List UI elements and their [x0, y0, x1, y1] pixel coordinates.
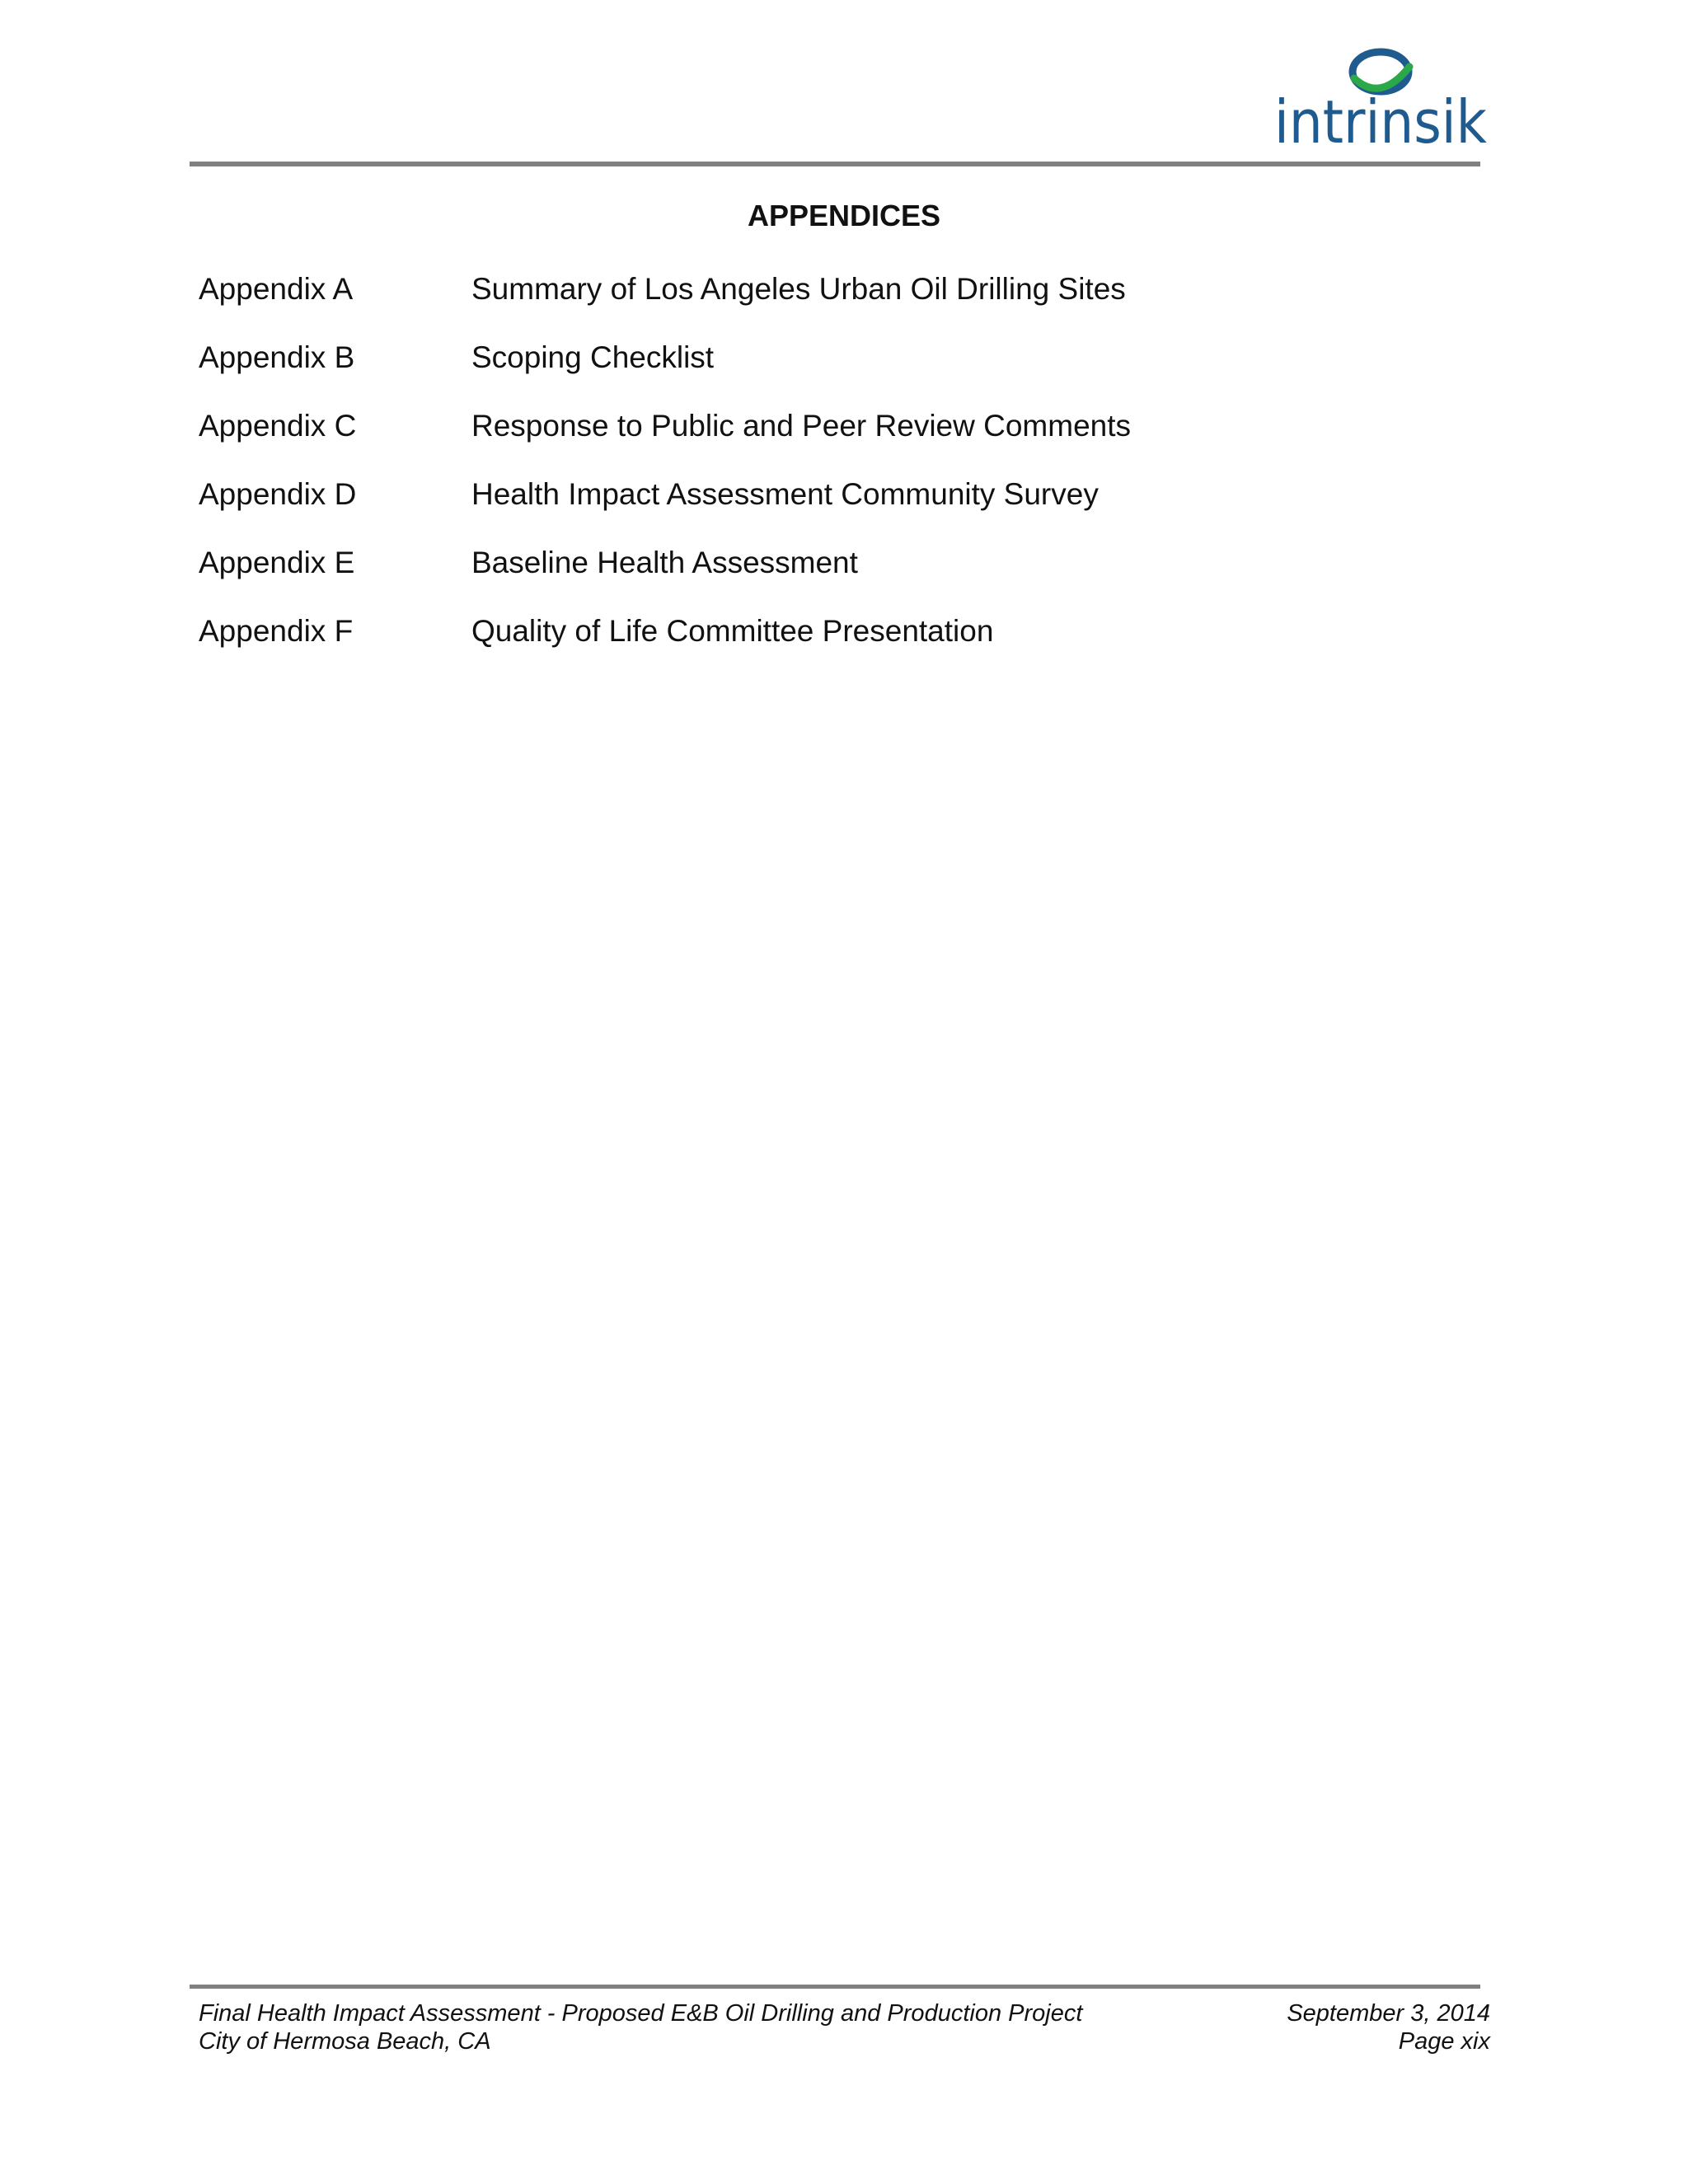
appendix-label: Appendix A	[199, 272, 354, 306]
appendix-label: Appendix B	[199, 340, 355, 374]
appendix-title: Summary of Los Angeles Urban Oil Drilling Sites	[471, 272, 1126, 306]
appendix-label: Appendix D	[199, 477, 357, 511]
header-divider	[190, 162, 1480, 166]
appendix-label: Appendix F	[199, 614, 354, 648]
footer-divider	[190, 1985, 1480, 1989]
appendix-title: Response to Public and Peer Review Comments	[471, 409, 1131, 443]
appendix-title: Baseline Health Assessment	[471, 546, 858, 579]
page-title: APPENDICES	[747, 199, 941, 232]
appendix-label: Appendix C	[199, 409, 357, 443]
appendix-title: Quality of Life Committee Presentation	[471, 614, 994, 648]
logo-wordmark: intrinsik	[1274, 87, 1488, 152]
intrinsik-logo	[1269, 45, 1492, 152]
logo-swoosh-icon	[1353, 52, 1409, 91]
footer-right	[1287, 1999, 1490, 2055]
footer-left	[199, 1999, 1082, 2055]
footer-location: City of Hermosa Beach, CA	[199, 2028, 491, 2055]
appendix-title: Scoping Checklist	[471, 340, 715, 374]
footer-document-title: Final Health Impact Assessment - Proposed E&B Oil Drilling and Production Project	[199, 2000, 1083, 2027]
footer-date: September 3, 2014	[1287, 2000, 1490, 2027]
appendix-title: Health Impact Assessment Community Survey	[471, 477, 1099, 511]
footer-page-number: Page xix	[1398, 2028, 1490, 2055]
appendix-label: Appendix E	[199, 546, 355, 579]
